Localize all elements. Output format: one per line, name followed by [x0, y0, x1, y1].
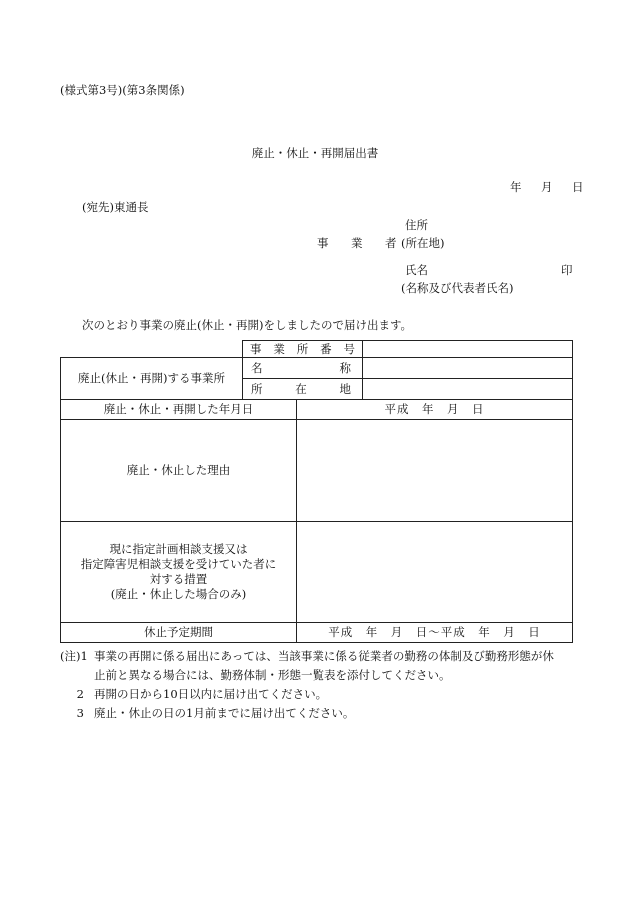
office-name-field[interactable]	[363, 358, 573, 379]
measures-label: 現に指定計画相談支援又は 指定障害児相談支援を受けていた者に 対する措置 (廃止・休止した場合のみ)	[61, 522, 297, 623]
office-section-label: 廃止(休止・再開)する事業所	[61, 358, 243, 400]
planned-period-value[interactable]: 平成 年 月 日〜平成 年 月 日	[297, 623, 573, 643]
note-item-3	[60, 704, 575, 723]
seal-label: 印	[561, 263, 573, 277]
business-label-char-1: 事	[317, 236, 329, 250]
business-label-char-3: 者	[385, 236, 397, 250]
note-2-line-1: 再開の日から10日以内に届け出てください。	[94, 687, 328, 701]
reason-label: 廃止・休止した理由	[61, 420, 297, 522]
form-number: (様式第3号)(第3条関係)	[60, 83, 185, 97]
business-label-char-2: 業	[351, 236, 363, 250]
notes	[60, 647, 575, 723]
office-location-field[interactable]	[363, 379, 573, 400]
note-2-number: 2	[76, 687, 84, 701]
intro-text: 次のとおり事業の廃止(休止・再開)をしましたので届け出ます。	[82, 318, 413, 332]
address-label: 住所	[405, 218, 428, 232]
form-table	[60, 340, 573, 643]
office-number-label: 事 業 所 番 号	[243, 341, 363, 358]
table-spacer	[61, 341, 243, 358]
name-label: 氏名	[405, 263, 428, 277]
date-row-value[interactable]: 平成 年 月 日	[297, 400, 573, 420]
reason-field[interactable]	[297, 420, 573, 522]
document-title: 廃止・休止・再開届出書	[251, 146, 379, 160]
addressee: (宛先)東通長	[82, 200, 149, 214]
name-sub-label: (名称及び代表者氏名)	[401, 281, 514, 295]
office-location-label: 所 在 地	[243, 379, 363, 400]
planned-period-label: 休止予定期間	[61, 623, 297, 643]
note-prefix: (注)1	[60, 649, 88, 663]
note-1-line-1: 事業の再開に係る届出にあっては、当該事業に係る従業者の勤務の体制及び勤務形態が休	[94, 649, 554, 663]
measures-field[interactable]	[297, 522, 573, 623]
date-line: 年 月 日	[510, 180, 588, 194]
office-name-label: 名 称	[243, 358, 363, 379]
note-1-line-2: 止前と異なる場合には、勤務体制・形態一覧表を添付してください。	[94, 668, 451, 682]
note-3-line-1: 廃止・休止の日の1月前までに届け出てください。	[94, 706, 355, 720]
location-label: (所在地)	[401, 236, 445, 250]
date-row-label: 廃止・休止・再開した年月日	[61, 400, 297, 420]
note-item-1	[60, 647, 575, 685]
note-item-2	[60, 685, 575, 704]
note-3-number: 3	[76, 706, 84, 720]
office-number-boxes[interactable]	[363, 341, 573, 358]
